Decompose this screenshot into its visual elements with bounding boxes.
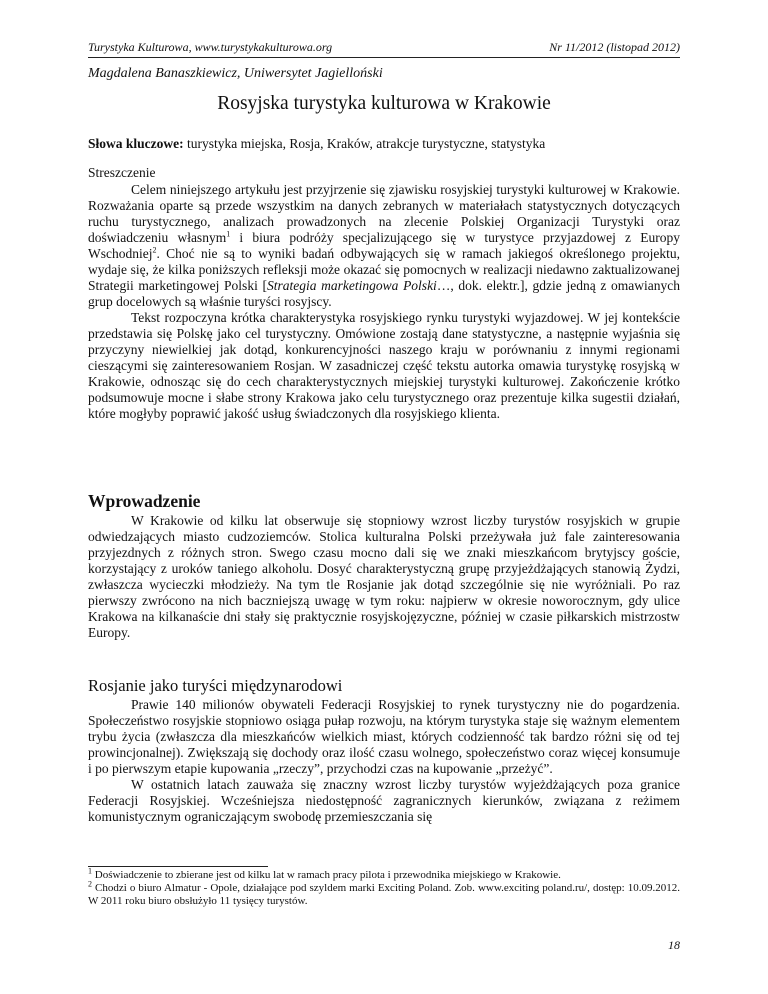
- page-number: 18: [668, 938, 680, 952]
- abstract-body: [88, 182, 680, 422]
- article-title: Rosyjska turystyka kulturowa w Krakowie: [217, 93, 551, 114]
- footnote-ref-2: 2: [152, 245, 157, 255]
- footnote-ref-1: 1: [226, 229, 231, 239]
- heading-russians-international: Rosjanie jako turyści międzynarodowi: [88, 676, 343, 695]
- abstract-paragraph-2: Tekst rozpoczyna krótka charakterystyka rosyjskiego rynku turystyki wyjazdowej. W jej kontekście przedstawia się Polskę jako cel turystyczny. Omówione zostają dane statystyczne, a następnie wyjaśnia się przyczyny niewielkiej jak dotąd, konkurencyjności naszego kraju w porównaniu z innymi regionami cieszącymi się zainteresowaniem Rosjan. W zasadniczej część tekstu autorka omawia turystykę rosyjską w Krakowie, odnosząc się do cech charakterystycznych miejskiej turystyki kulturowej. Zakończenie krótko podsumowuje mocne i słabe strony Krakowa jako celu turystycznego oraz prezentuje kilka sugestii działań, które mogłyby poprawić jakość usług świadczonych dla rosyjskiego klienta.: [88, 310, 680, 421]
- header-rule: [88, 57, 680, 58]
- footnote-2: $^2$ Chodzi o biuro Almatur - Opole, działające pod szyldem marki Exciting Poland. Zob. www.exciting poland.ru/, dostęp: 10.09.2012. W 2011 roku biuro obsłużyło 11 tysięcy turystów.: [88, 879, 680, 907]
- author-line: Magdalena Banaszkiewicz, Uniwersytet Jagielloński: [88, 66, 383, 81]
- header-journal: Turystyka Kulturowa, www.turystykakulturowa.org: [88, 40, 333, 54]
- heading-introduction: Wprowadzenie: [88, 491, 201, 511]
- abstract-label: Streszczenie: [88, 165, 156, 180]
- keywords: [88, 136, 680, 152]
- intro-body: [88, 513, 680, 641]
- footnotes: [88, 866, 680, 908]
- footnote-rule: [88, 866, 268, 867]
- intro-paragraph-1: W Krakowie od kilku lat obserwuje się stopniowy wzrost liczby turystów rosyjskich w grupie odwiedzających miasto cudzoziemców. Stolica kulturalna Polski przeżywała już fale zainteresowania przyjezdnych z różnych stron. Swego czasu mocno dali się we znaki mieszkańcom brytyjscy goście, korzystający z uroków taniego alkoholu. Dosyć charakterystyczną grupę przyjeżdżających stanowią Żydzi, zwłaszcza wycieczki młodzieży. Na tym tle Rosjanie jak dotąd szczególnie się nie wyróżniali. Po raz pierwszy zwrócono na nich baczniejszą uwagę w tym roku: najpierw w okresie noworocznym, gdy ulice Krakowa na kilkanaście dni stały się praktycznie rosyjskojęzyczne, później w czasie piłkarskich mistrzostw Europy.: [88, 513, 680, 640]
- section2-paragraph-1: Prawie 140 milionów obywateli Federacji Rosyjskiej to rynek turystyczny nie do pogardzenia. Społeczeństwo rosyjskie stopniowo osiąga pułap rozwoju, na którym turystyka staje się ważnym elementem trybu życia (zwłaszcza dla mieszkańców wielkich miast, których codzienność tak bardzo różni się od tej prowincjonalnej). Zwiększają się dochody oraz ilość czasu wolnego, społeczeństwo coraz więcej konsumuje i po pierwszym etapie kupowania „rzeczy”, przychodzi czas na kupowanie „przeżyć”.: [88, 697, 680, 776]
- footnote-1: $^1$ Doświadczenie to zbierane jest od kilku lat w ramach pracy pilota i przewodnika miejskiego w Krakowie.: [88, 866, 561, 881]
- section2-paragraph-2: W ostatnich latach zauważa się znaczny wzrost liczby turystów wyjeżdżających poza granice Federacji Rosyjskiej. Wcześniejsza niedostępność zagranicznych kierunków, związana z reżimem komunistycznym ograniczającym swobodę przemieszczania się: [88, 777, 680, 824]
- abstract-paragraph-1: Celem niniejszego artykułu jest przyjrzenie się zjawisku rosyjskiej turystyki kulturowej w Krakowie. Rozważania oparte są przede wszystkim na danych zebranych w materiałach statystycznych dotyczących ruchu turystycznego, analizach prowadzonych na zlecenie Polskiej Organizacji Turystyki oraz doświadczeniu własnym$^1$ i biura podróży specjalizującego się w turystyce przyjazdowej z Europy Wschodniej$^2$. Choć nie są to wyniki badań odbywających się w ramach jakiegoś określonego projektu, wydaje się, że kilka poniższych refleksji może okazać się pomocnych w realizacji niedawno zaktualizowanej Strategii marketingowej Polski [Strategia marketingowa Polski…, dok. elektr.], gdzie jedną z omawianych grup docelowych są właśnie turyści rosyjscy.: [88, 182, 681, 309]
- keywords-text: turystyka miejska, Rosja, Kraków, atrakcje turystyczne, statystyka: [183, 136, 546, 151]
- cited-title: Strategia marketingowa Polski: [266, 278, 437, 293]
- running-header: [88, 40, 680, 55]
- section2-body: [88, 697, 680, 825]
- keywords-label: Słowa kluczowe:: [88, 136, 184, 151]
- header-issue: Nr 11/2012 (listopad 2012): [549, 40, 680, 54]
